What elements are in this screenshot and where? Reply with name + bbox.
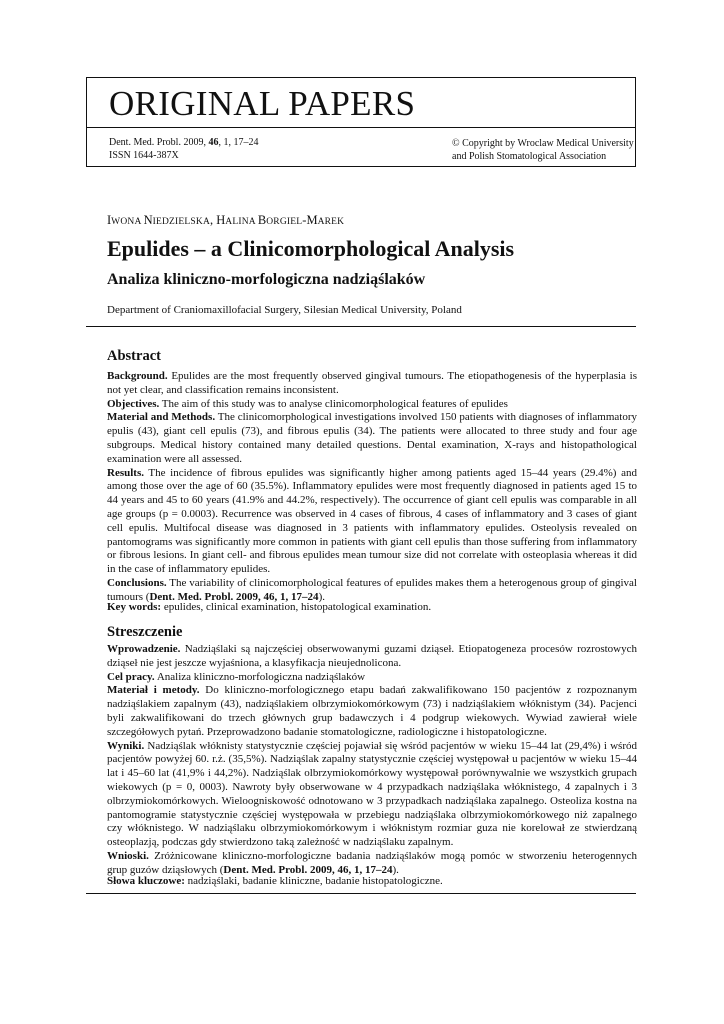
abstract-conclusions: Conclusions. The variability of clinicomorphological features of epulides makes them a heterogenous group of gingival tumours (Dent. Med. Probl. 2009, 46, 1, 17–24). [107,576,637,603]
divider-top [86,326,636,327]
abstract-background: Background. Epulides are the most frequently observed gingival tumours. The etiopathogenesis of the hyperplasia is not yet clear, and classification remains inconsistent. [107,370,637,396]
abstract-heading: Abstract [107,348,161,364]
affiliation: Department of Craniomaxillofacial Surgery, Silesian Medical University, Poland [107,304,462,316]
abstract-keywords: Key words: epulides, clinical examination, histopatological examination. [107,601,432,613]
copyright-block [452,137,634,163]
streszczenie-body [107,643,637,878]
streszczenie-keywords: Słowa kluczowe: nadziąślaki, badanie kliniczne, badanie histopatologiczne. [107,875,443,887]
streszczenie-wyniki: Wyniki. Nadziąślak włóknisty statystycznie częściej pojawiał się wśród pacjentów w wieku 15–44 lat (29,4%) i wśród pacjentów powyżej 60. r.ż. (35,5%). Nadziąślak zapalny statystycznie częściej występował u pacjentów w wieku 15–44 lat i 45–60 lat (41,9% i 44,2%). Nadziąślak olbrzymiokomórkowy występował porównywalnie we wszystkich grupach wiekowych (p = 0, 0003). Nawroty były obserwowane w 4 przypadkach nadziąślaka włóknistego, 4 zapalnych i 3 olbrzymiokomórkowych. Wieloogniskowość odnotowano w 3 przypadkach nadziąślaka zapalnego. Osteoliza kostna na pantomogramie statystycznie częściej występowała w przebiegu nadziąślaka olbrzymiokomórkowego niż zapalnego czy włóknistego. W nadziąślaku olbrzymiokomórkowym i włóknistym rozmiar guza nie korelował ze stwierdzaną osteoplazją, podczas gdy stwierdzono taką zależność w nadziąślaku zapalnym. [107,739,637,849]
journal-meta-box [86,128,636,167]
paper-title: Epulides – a Clinicomorphological Analysis [107,236,515,261]
copyright-line-1: © Copyright by Wroclaw Medical University [452,138,634,149]
abstract-body [107,370,637,605]
copyright-line-2: and Polish Stomatological Association [452,151,607,162]
abstract-methods: Material and Methods. The clinicomorphological investigations involved 150 patients with diagnoses of inflammatory epulis (43), giant cell epulis (73), and fibrous epulis (34). The patients were allocated to three study and four age subgroups. Medical history contained many detailed questions. Dental examination, X-rays and histopathological examination were all assessed. [107,411,637,465]
divider-bottom [86,893,636,894]
authors: IWONA NIEDZIELSKA, HALINA BORGIEL-MAREK [107,213,345,227]
streszczenie-wprowadzenie: Wprowadzenie. Nadziąślaki są najczęściej obserwowanymi guzami dziąseł. Etiopatogeneza procesów rozrostowych dziąseł nie jest jeszcze wyjaśniona, a klasyfikacja nieujednolicona. [107,643,637,669]
citation-prefix: Dent. Med. Probl. 2009, [109,137,209,148]
section-banner [86,77,636,128]
paper-subtitle: Analiza kliniczno-morfologiczna nadziąślaków [107,271,426,288]
streszczenie-material: Materiał i metody. Do kliniczno-morfologicznego etapu badań zakwalifikowano 150 pacjentów z rozpoznanym nadziąślakiem zapalnym (43), nadziąślakiem olbrzymiokomórkowym (73) i nadziąślakiem włóknistym (34). Pacjenci byli zakwalifikowani do trzech głównych grup badawczych i 4 podgrup wiekowych. Wywiad zawierał wiele szczegółowych pytań. Przeprowadzono badanie stomatologiczne, radiologiczne i histopatologiczne. [107,684,638,738]
citation-suffix: , 1, 17–24 [218,137,259,148]
streszczenie-heading: Streszczenie [107,624,183,640]
section-title: ORIGINAL PAPERS [109,84,416,123]
citation-line [109,136,258,149]
streszczenie-wnioski: Wnioski. Zróżnicowane kliniczno-morfologiczne badania nadziąślaków mogą pomóc w stworzeniu heterogennych grup guzów dziąsłowych (Dent. Med. Probl. 2009, 46, 1, 17–24). [107,849,637,876]
abstract-results: Results. The incidence of fibrous epulides was significantly higher among patients aged 15–44 years (29.4%) and among those over the age of 60 (35.5%). Inflammatory epulides were most frequently diagnosed in patients aged 15 to 44 years and 45 to 60 years (41.9% and 44.2%, respectively). The occurrence of giant cell epulis was comparable in all age groups (p = 0.0003). Recurrence was observed in 4 cases of fibrous, 4 cases of inflammatory and 3 cases of giant cell epulis. Multifocal disease was diagnosed in 3 patients with inflammatory epulides. Osteolysis revealed on pantomograms was significantly more common in patients with giant cell epulis than those suffering from inflammatory or fibrous lesions. In giant cell- and fibrous epulides mean tumour size did not correlate with osteoplasia whereas it did in the case of inflammatory epulides. [107,466,637,576]
abstract-objectives: Objectives. The aim of this study was to analyse clinicomorphological features of epulides [107,397,508,410]
streszczenie-cel: Cel pracy. Analiza kliniczno-morfologiczna nadziąślaków [107,670,366,683]
citation-volume: 46 [208,137,219,148]
issn: ISSN 1644-387X [109,150,179,161]
citation-block [109,136,258,162]
